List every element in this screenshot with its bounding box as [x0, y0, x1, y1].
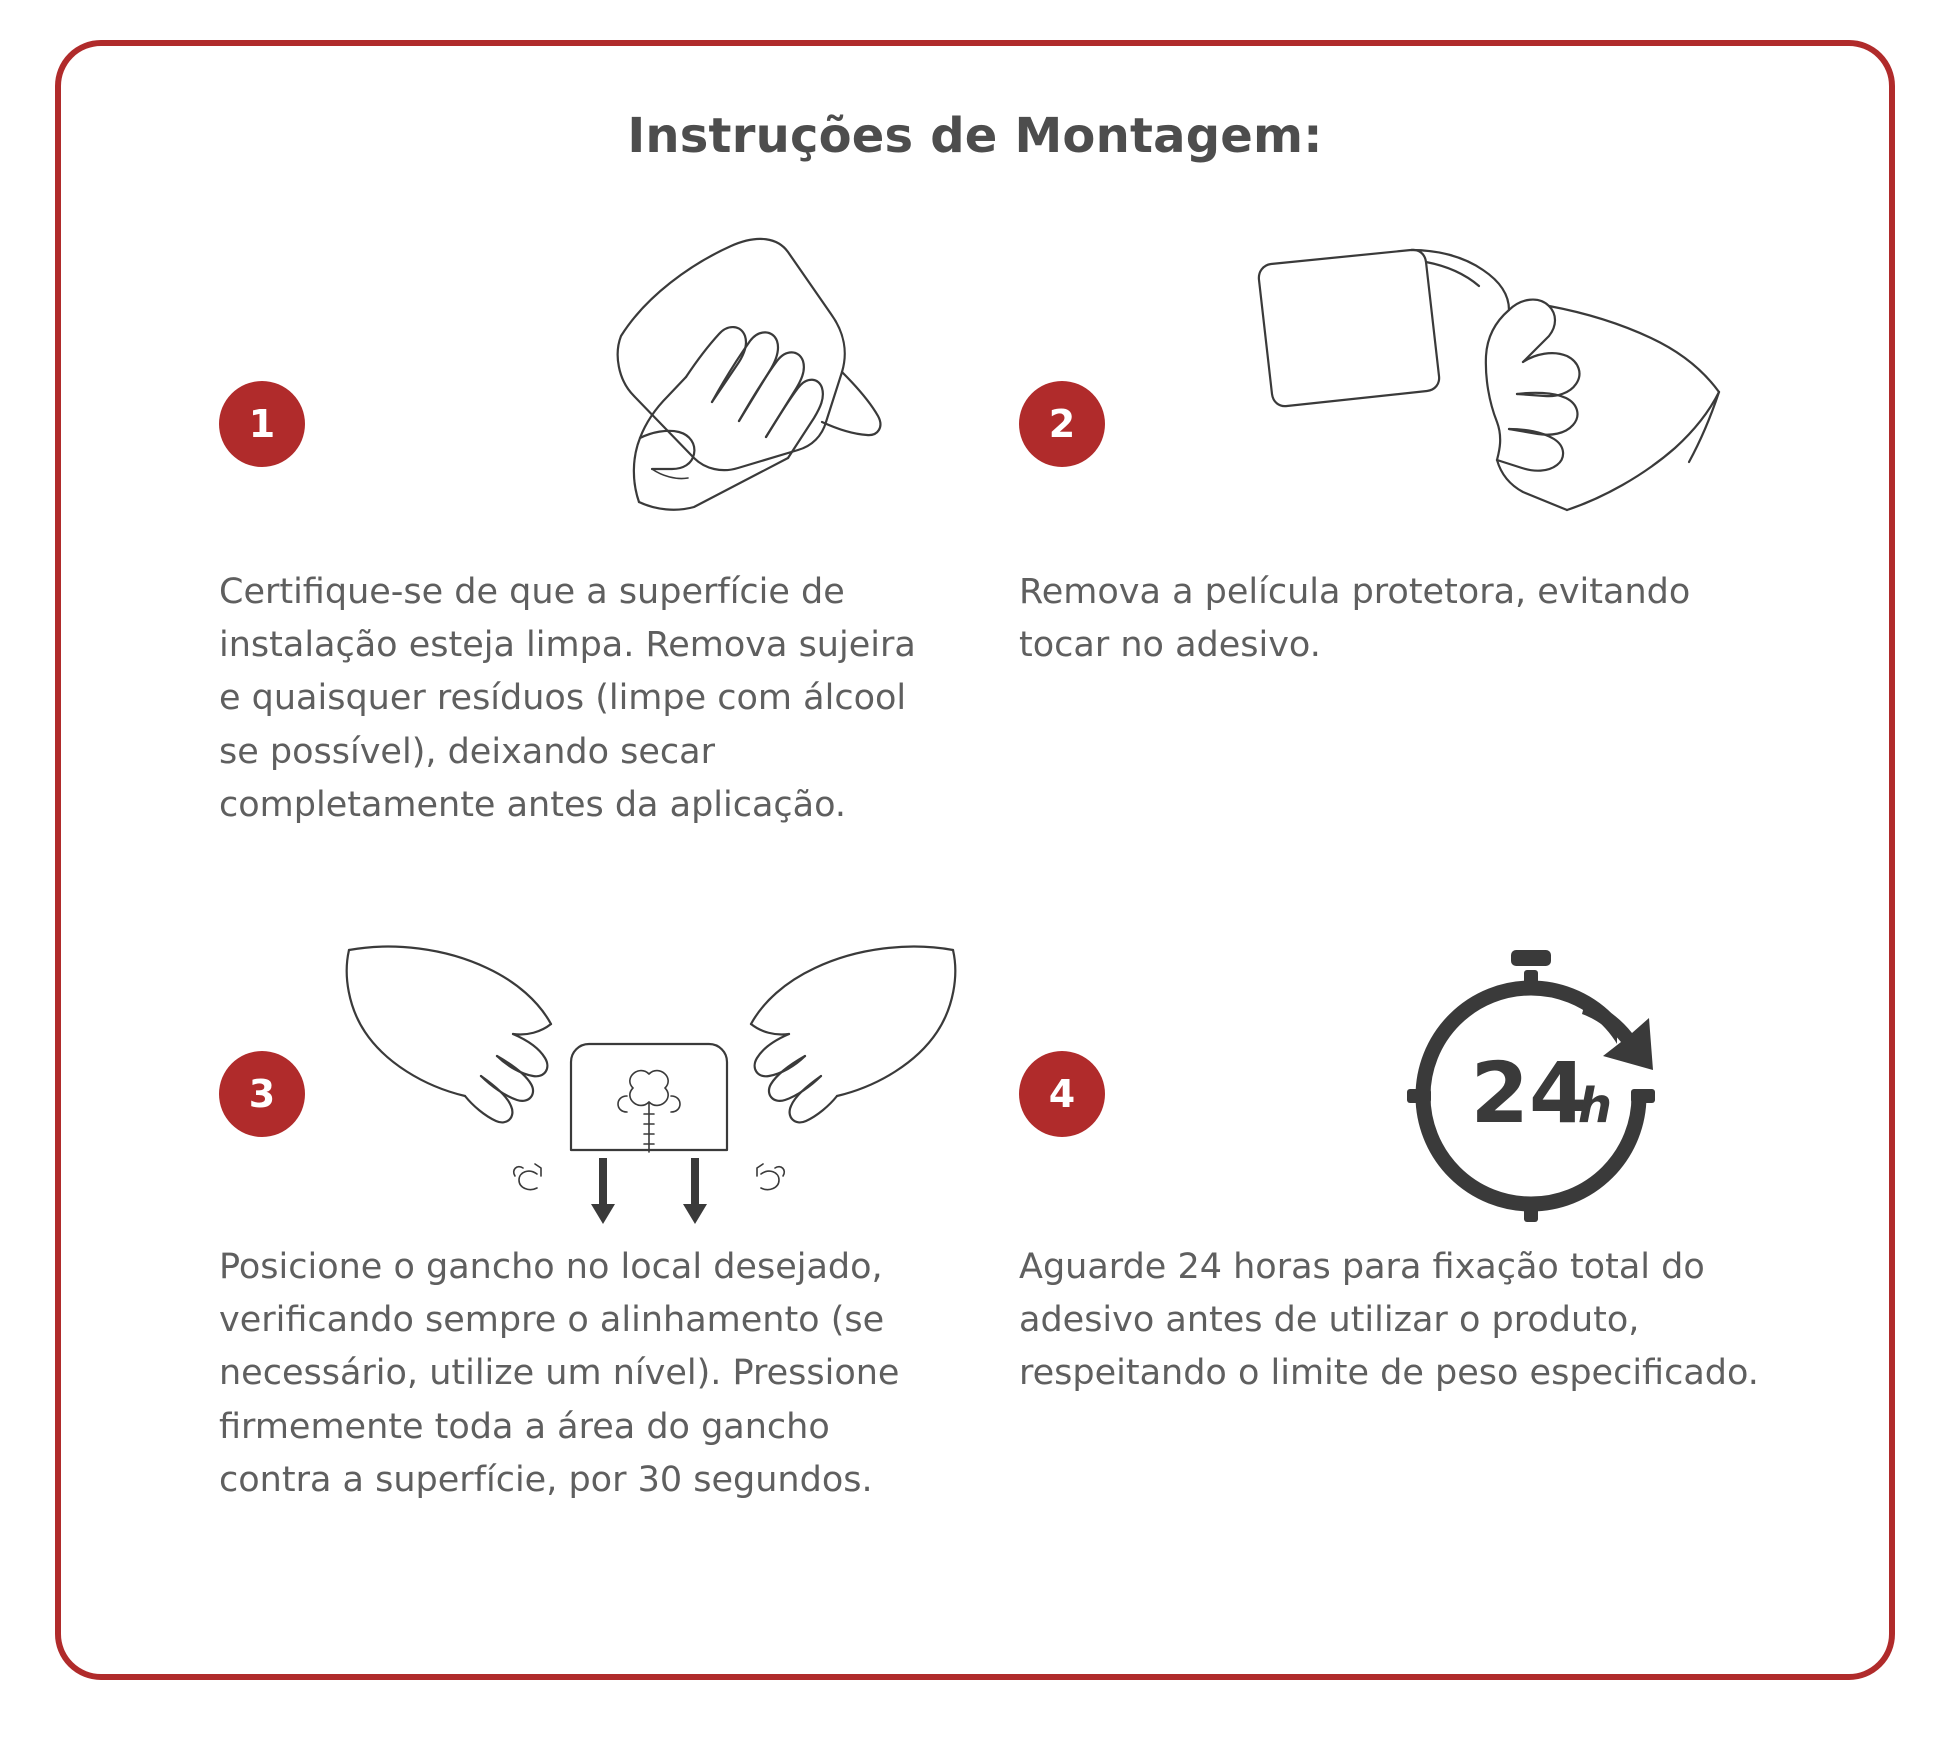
page-title: Instruções de Montagem:	[627, 108, 1323, 164]
two-hands-pressing-hook-icon	[341, 936, 961, 1226]
clock-24h-icon	[1381, 936, 1681, 1226]
step-4-caption: Aguarde 24 horas para fixação total do adesivo antes de utilizar o produto, respeitando o limite de peso especificado.	[1019, 1247, 1759, 1394]
step-2-caption: Remova a película protetora, evitando tocar no adesivo.	[1019, 572, 1691, 666]
step-1	[171, 226, 991, 946]
step-1-number-badge: 1	[219, 381, 305, 467]
step-2	[991, 226, 1821, 946]
hand-peeling-film-icon	[1251, 226, 1731, 526]
step-3	[171, 936, 991, 1636]
step-4	[991, 936, 1821, 1636]
hand-wiping-cloth-icon	[526, 226, 926, 526]
step-2-number-badge: 2	[1019, 381, 1105, 467]
instructions-card	[55, 40, 1895, 1680]
step-3-caption: Posicione o gancho no local desejado, verificando sempre o alinhamento (se necessário, utilize um nível). Pressione firmemente toda a área do gancho contra a superfície, por 30 segundos.	[219, 1247, 900, 1500]
clock-unit-label: h	[1577, 1078, 1613, 1134]
step-4-number-badge: 4	[1019, 1051, 1105, 1137]
steps-grid	[61, 196, 1889, 1646]
clock-hours-label: 24	[1470, 1044, 1588, 1142]
step-1-caption: Certifique-se de que a superfície de instalação esteja limpa. Remova sujeira e quaisquer resíduos (limpe com álcool se possível), deixando secar completamente antes da aplicação.	[219, 572, 916, 825]
step-3-number-badge: 3	[219, 1051, 305, 1137]
